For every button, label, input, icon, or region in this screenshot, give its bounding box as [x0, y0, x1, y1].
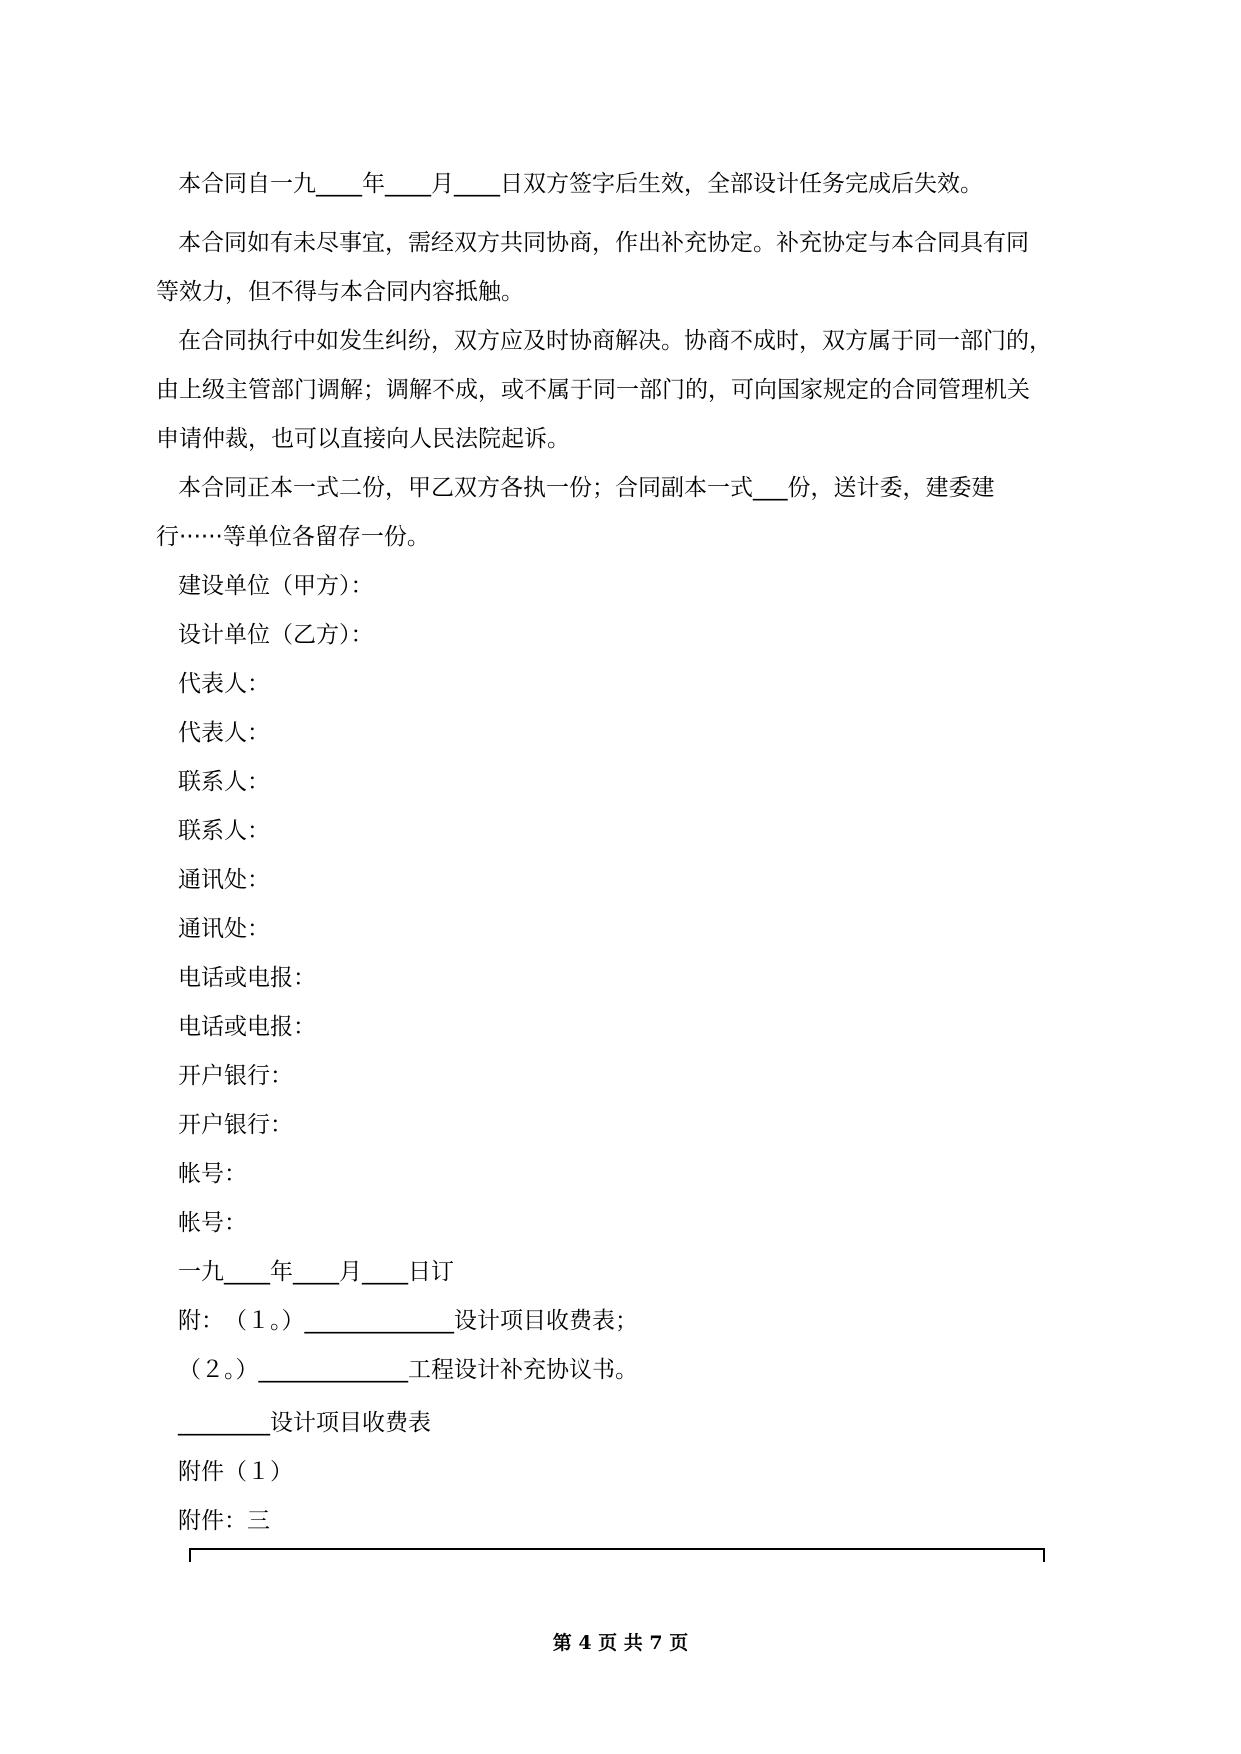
representative-b-field: 代表人：: [178, 720, 270, 746]
account-a-field: 帐号：: [178, 1161, 247, 1187]
phone-b-field: 电话或电报：: [178, 1014, 316, 1040]
party-a-field: 建设单位（甲方）：: [178, 573, 374, 599]
table-right-edge: [1043, 1548, 1045, 1562]
attachment-1: 附： （１。）_____________设计项目收费表；: [178, 1308, 638, 1334]
table-top-border: [189, 1548, 1045, 1564]
contact-b-field: 联系人：: [178, 818, 270, 844]
dispute-clause-line-2: 由上级主管部门调解；调解不成，或不属于同一部门的，可向国家规定的合同管理机关: [156, 377, 1030, 403]
fee-table-title: ________设计项目收费表: [178, 1410, 431, 1436]
page-number-footer: 第 4 页 共 7 页: [552, 1632, 689, 1654]
document-body: [156, 158, 1098, 1546]
signing-date: 一九____年____月____日订: [178, 1259, 454, 1285]
dispute-clause-line-3: 申请仲裁，也可以直接向人民法院起诉。: [156, 426, 570, 452]
effective-date-clause: 本合同自一九____年____月____日双方签字后生效，全部设计任务完成后失效。: [178, 171, 983, 197]
attachment-2: （２。）_____________工程设计补充协议书。: [178, 1357, 638, 1383]
table-top-line: [189, 1548, 1045, 1550]
dispute-clause-line-1: 在合同执行中如发生纠纷，双方应及时协商解决。协商不成时，双方属于同一部门的，: [178, 328, 1052, 354]
contact-a-field: 联系人：: [178, 769, 270, 795]
bank-b-field: 开户银行：: [178, 1112, 293, 1138]
table-left-edge: [189, 1548, 191, 1562]
address-a-field: 通讯处：: [178, 867, 270, 893]
address-b-field: 通讯处：: [178, 916, 270, 942]
copies-clause-line-1: 本合同正本一式二份，甲乙双方各执一份；合同副本一式___份，送计委，建委建: [178, 475, 995, 501]
phone-a-field: 电话或电报：: [178, 965, 316, 991]
representative-a-field: 代表人：: [178, 671, 270, 697]
appendix-3-label: 附件：三: [178, 1508, 270, 1534]
copies-clause-line-2: 行······等单位各留存一份。: [156, 524, 430, 550]
bank-a-field: 开户银行：: [178, 1063, 293, 1089]
appendix-1-label: 附件（１）: [178, 1459, 293, 1485]
supplement-clause-line-1: 本合同如有未尽事宜，需经双方共同协商，作出补充协定。补充协定与本合同具有同: [178, 230, 1029, 256]
supplement-clause-line-2: 等效力，但不得与本合同内容抵触。: [156, 279, 524, 305]
account-b-field: 帐号：: [178, 1210, 247, 1236]
party-b-field: 设计单位（乙方）：: [178, 622, 374, 648]
